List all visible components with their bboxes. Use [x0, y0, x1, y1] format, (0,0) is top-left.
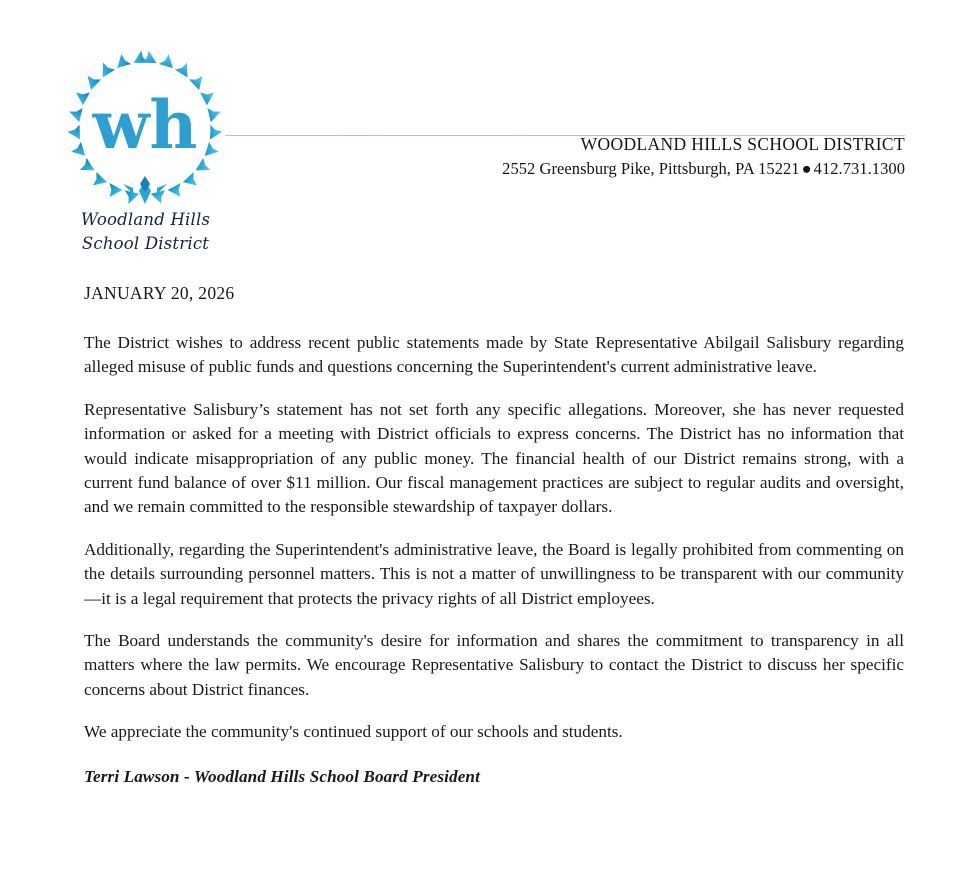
letter-paragraph: The District wishes to address recent public statements made by State Representative Abilgail Salisbury regarding alleged misuse of public funds and questions concerning the Superintendent's current administrative leave.: [84, 333, 904, 377]
letter-signature: Terri Lawson - Woodland Hills School Board President: [84, 766, 480, 786]
district-phone: 412.731.1300: [813, 158, 905, 178]
district-contact-line: [502, 158, 905, 180]
district-name: WOODLAND HILLS SCHOOL DISTRICT: [580, 134, 905, 154]
letter-paragraph: Representative Salisbury’s statement has not set forth any specific allegations. Moreover, she has never requested information or asked for a meeting with District officials to express concerns. The District has no information that would indicate misappropriation of any public money. The financial health of our District remains strong, with a current fund balance of over $11 million. Our fiscal management practices are subject to regular audits and oversight, and we remain committed to the responsible stewardship of taxpayer dollars.: [84, 399, 904, 517]
letter-paragraph: Additionally, regarding the Superintendent's administrative leave, the Board is legally prohibited from commenting on the details surrounding personnel matters. This is not a matter of unwillingness to be transparent with our community—it is a legal requirement that protects the privacy rights of all District employees.: [84, 539, 904, 608]
bullet-separator-icon: ●: [801, 158, 812, 178]
letter-body: [84, 283, 904, 789]
wh-monogram: wh: [92, 86, 198, 164]
logo-script-line-1: Woodland Hills: [80, 210, 211, 229]
logo-script-text: [58, 208, 233, 256]
district-logo: [58, 48, 233, 256]
letterhead: [0, 0, 980, 270]
letterhead-address-block: [502, 133, 905, 180]
letter-paragraph: The Board understands the community's desire for information and shares the commitment to transparency in all matters where the law permits. We encourage Representative Salisbury to contact the District to discuss her specific concerns about District finances.: [84, 631, 904, 699]
logo-script-line-2: School District: [81, 233, 210, 253]
district-street-address: 2552 Greensburg Pike, Pittsburgh, PA 15221: [502, 158, 800, 178]
laurel-wreath-icon: [63, 48, 228, 206]
letter-date: JANUARY 20, 2026: [84, 283, 235, 303]
letter-paragraph: We appreciate the community's continued support of our schools and students.: [84, 722, 623, 742]
